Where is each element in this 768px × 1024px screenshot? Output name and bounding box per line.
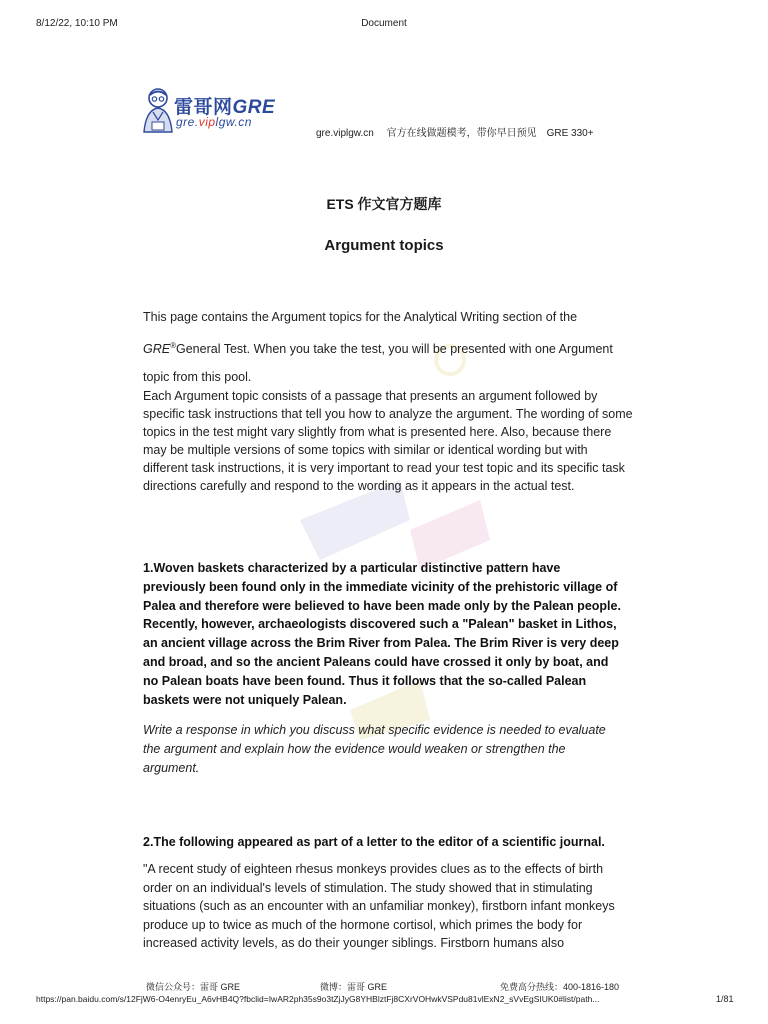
intro-p1-start: This page contains the Argument topics for the Analytical Writing section of the: [143, 310, 578, 324]
topic-1-number: 1.: [143, 561, 154, 575]
print-datetime: 8/12/22, 10:10 PM: [36, 18, 118, 29]
page-title-cn: ETS 作文官方题库: [326, 196, 442, 212]
intro-gre-mark: GRE: [143, 341, 171, 356]
topic-2-body: "A recent study of eighteen rhesus monkeys provides clues as to the effects of birth order on an individual's levels of stimulation. The study showed that in stimulating situations (such as an encounter with an unfamiliar monkey), firstborn infant monkeys produce up to twice as much of the hormone cortisol, which primes the body for increased activity levels, as do their younger siblings. Firstborn humans also: [143, 862, 615, 951]
footer-page-number: 1/81: [716, 994, 734, 1004]
topic-2-prompt: [143, 833, 623, 852]
intro-p1-end: General Test. When you take the test, you will be presented with one Argument topic from this pool.: [143, 341, 613, 385]
intro-paragraph-1: [143, 303, 633, 392]
topic-1-prompt: [143, 559, 623, 709]
tagline-site: gre.viplgw.cn: [316, 128, 374, 139]
mascot-icon: [140, 86, 176, 138]
footer-hotline: 免费高分热线：400-1816-180: [500, 982, 620, 992]
tagline-text: 官方在线做题模考，带你早日预见: [386, 128, 537, 139]
viplgw-gre-logo: [140, 86, 290, 138]
intro-paragraph-2: Each Argument topic consists of a passage that presents an argument followed by specific task instructions that tell you how to analyze the argument. The wording of some topics in the test might vary slightly from what is presented here. Also, because there may be multiple versions of some topics with similar or identical wording but with different task instructions, it is very important to read your test topic and its specific task directions carefully and respond to the wording as it appears in the actual test.: [143, 389, 633, 493]
logo-site-suffix: lgw.cn: [215, 115, 252, 129]
logo-brand-en: GRE: [232, 97, 276, 118]
logo-brand-cn: 雷哥网: [174, 97, 233, 118]
logo-site: [176, 115, 252, 129]
topic-2-text: The following appeared as part of a letter to the editor of a scientific journal.: [153, 835, 605, 849]
footer-wechat: 微信公众号：雷哥 GRE: [146, 982, 241, 992]
page-title-en: Argument topics: [324, 237, 444, 254]
logo-site-accent: vip: [198, 115, 216, 129]
topic-1-text: Woven baskets characterized by a particular distinctive pattern have previously been found only in the immediate vicinity of the prehistoric village of Palea and therefore were believed to have been made only by the Palean people. Recently, however, archaeologists discovered such a "Palean" basket in Lithos, an ancient village across the Brim River from Palea. The Brim River is very deep and broad, and so the ancient Paleans could have crossed it only by boat, and no Palean boats have been found. Thus it follows that the so-called Palean baskets were not uniquely Palean.: [143, 561, 621, 707]
logo-site-prefix: gre.: [176, 115, 199, 129]
intro-registered-mark: ®: [170, 340, 176, 350]
footer-weibo: 微博：雷哥 GRE: [320, 982, 388, 992]
topic-1-instruction: Write a response in which you discuss what specific evidence is needed to evaluate the argument and explain how the evidence would weaken or strengthen the argument.: [143, 723, 606, 775]
topic-2-number: 2.: [143, 835, 154, 849]
footer-url-link[interactable]: https://pan.baidu.com/s/12FjW6-O4enryEu_A6vHB4Q?fbclid=IwAR2ph35s9o3tZjJyG8YHBlztFj8CXrVOHwkVSPdu81vlExN2_sVvEgSIUK0#list/path...: [36, 994, 600, 1004]
tagline-score: GRE 330+: [546, 128, 594, 139]
header-tagline: [316, 124, 604, 139]
print-document-title: Document: [361, 18, 407, 29]
